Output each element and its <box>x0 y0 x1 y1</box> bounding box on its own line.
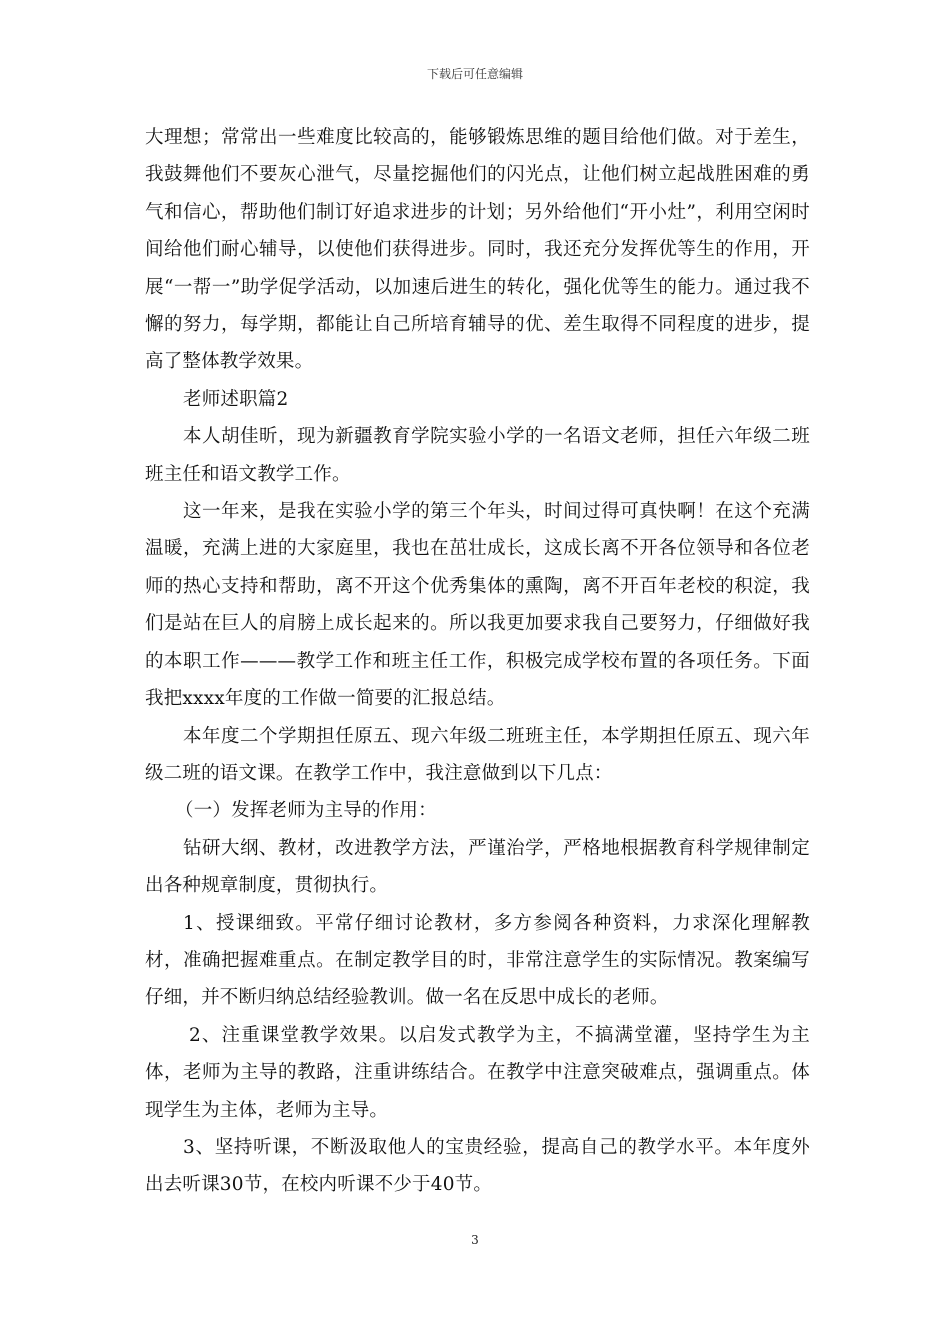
paragraph-intro: 本人胡佳昕，现为新疆教育学院实验小学的一名语文老师，担任六年级二班班主任和语文教学工作。 <box>145 426 810 485</box>
section-heading: 老师述职篇2 <box>183 388 289 410</box>
paragraph-duties: 本年度二个学期担任原五、现六年级二班班主任，本学期担任原五、现六年级二班的语文课。在教学工作中，我注意做到以下几点： <box>145 725 810 784</box>
list-item-2: 2、注重课堂教学效果。以启发式教学为主，不搞满堂灌，坚持学生为主体，老师为主导的教路，注重讲练结合。在教学中注意突破难点，强调重点。体现学生为主体，老师为主导。 <box>145 1024 810 1121</box>
paragraph-reflection: 这一年来，是我在实验小学的第三个年头，时间过得可真快啊！在这个充满温暖，充满上进的大家庭里，我也在茁壮成长，这成长离不开各位领导和各位老师的热心支持和帮助，离不开这个优秀集体的熏陶，离不开百年老校的积淀，我们是站在巨人的肩膀上成长起来的。所以我更加要求我自己要努力，仔细做好我的本职工作———教学工作和班主任工作，积极完成学校布置的各项任务。下面我把xxxx年度的工作做一简要的汇报总结。 <box>145 501 810 710</box>
list-item-1: 1、授课细致。平常仔细讨论教材，多方参阅各种资料，力求深化理解教材，准确把握难重点。在制定教学目的时，非常注意学生的实际情况。教案编写仔细，并不断归纳总结经验教训。做一名在反思中成长的老师。 <box>145 912 810 1009</box>
paragraph-continuation: 大理想；常常出一些难度比较高的，能够锻炼思维的题目给他们做。对于差生，我鼓舞他们不要灰心泄气，尽量挖掘他们的闪光点，让他们树立起战胜困难的勇气和信心，帮助他们制订好追求进步的计划；另外给他们“开小灶”，利用空闲时间给他们耐心辅导，以使他们获得进步。同时，我还充分发挥优等生的作用，开展“一帮一”助学促学活动，以加速后进生的转化，强化优等生的能力。通过我不懈的努力，每学期，都能让自己所培育辅导的优、差生取得不同程度的进步，提高了整体教学效果。 <box>145 127 810 373</box>
page-header: 下载后可任意编辑 <box>426 67 523 81</box>
subheading-teacher-role: （一）发挥老师为主导的作用： <box>175 800 437 822</box>
list-item-3: 3、坚持听课，不断汲取他人的宝贵经验，提高自己的教学水平。本年度外出去听课30节，在校内听课不少于40节。 <box>145 1136 810 1196</box>
page-number: 3 <box>471 1233 479 1247</box>
document-body <box>145 119 810 1204</box>
paragraph-curriculum: 钻研大纲、教材，改进教学方法，严谨治学，严格地根据教育科学规律制定出各种规章制度，贯彻执行。 <box>145 837 810 897</box>
